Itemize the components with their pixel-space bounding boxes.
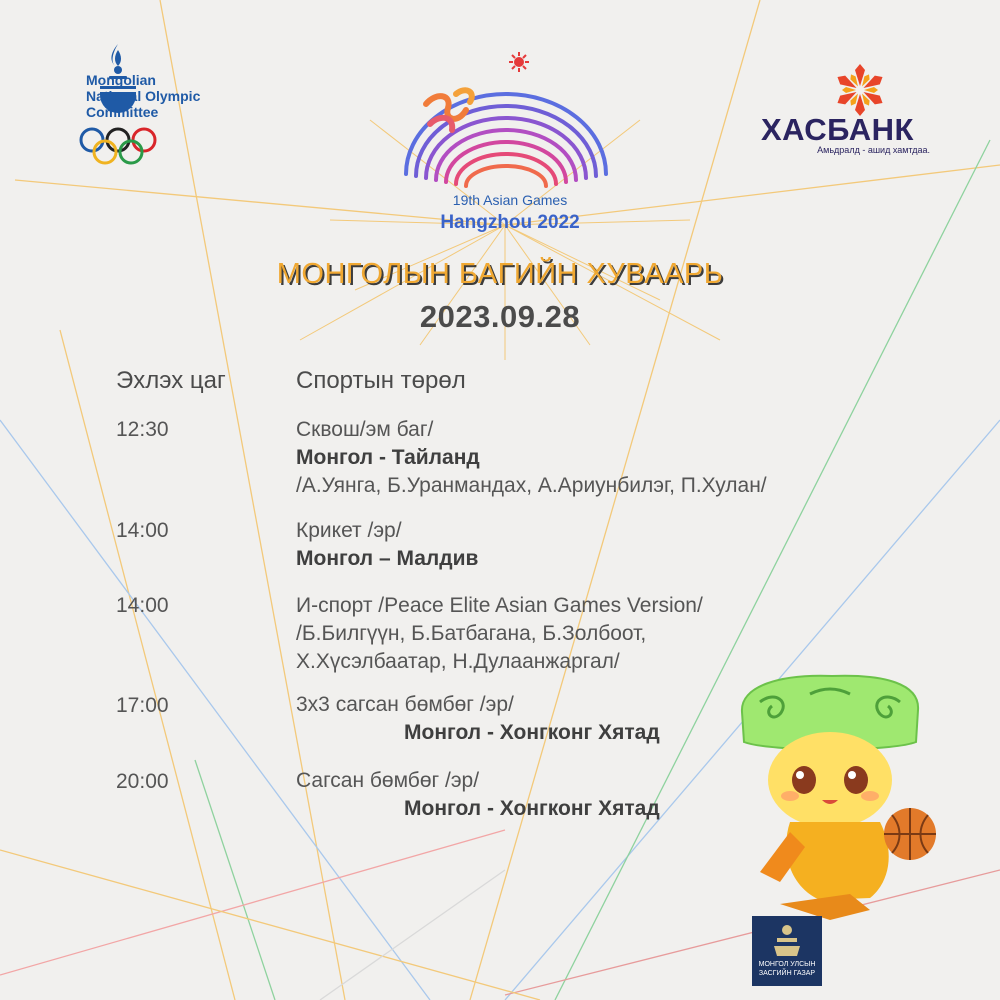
event-time: 20:00 xyxy=(116,770,169,793)
government-label xyxy=(752,960,822,978)
event-time: 17:00 xyxy=(116,694,169,717)
event-details xyxy=(296,517,478,573)
event-players: /А.Уянга, Б.Уранмандах, А.Ариунбилэг, П.Хулан/ xyxy=(296,474,767,497)
event-match: Монгол - Хонгконг Хятад xyxy=(404,721,660,744)
column-header-sport: Спортын төрөл xyxy=(296,367,466,394)
page-title: МОНГОЛЫН БАГИЙН ХУВААРЬ xyxy=(276,258,724,290)
event-players-line-2: Х.Хүсэлбаатар, Н.Дулаанжаргал/ xyxy=(296,650,620,673)
event-time: 14:00 xyxy=(116,594,169,617)
event-sport: Крикет /эр/ xyxy=(296,519,402,542)
column-header-time: Эхлэх цаг xyxy=(116,367,226,394)
event-time: 14:00 xyxy=(116,519,169,542)
event-sport: И-спорт /Peace Elite Asian Games Version/ xyxy=(296,594,703,617)
mnoc-line-1: Mongolian xyxy=(86,72,156,88)
bank-slogan: Амьдралд - ашид хамтдаа. xyxy=(817,145,930,155)
event-sport: Сквош/эм баг/ xyxy=(296,418,434,441)
games-city-year: Hangzhou 2022 xyxy=(440,212,580,233)
mnoc-line-3: Committee xyxy=(86,104,159,120)
event-details xyxy=(296,592,703,676)
event-time: 12:30 xyxy=(116,418,169,441)
event-match: Монгол - Хонгконг Хятад xyxy=(404,797,660,820)
event-sport: Сагсан бөмбөг /эр/ xyxy=(296,769,480,792)
mnoc-line-2: National Olympic xyxy=(86,88,201,104)
event-sport: 3x3 сагсан бөмбөг /эр/ xyxy=(296,693,514,716)
event-details xyxy=(296,691,660,747)
bank-name: ХАСБАНК xyxy=(761,112,914,147)
games-edition: 19th Asian Games xyxy=(452,192,568,208)
mnoc-name xyxy=(86,72,200,120)
government-label-line-2: ЗАСГИЙН ГАЗАР xyxy=(758,970,816,977)
event-match: Монгол - Тайланд xyxy=(296,446,480,469)
event-details xyxy=(296,416,767,500)
khas-flower-icon xyxy=(832,62,888,118)
schedule-date: 2023.09.28 xyxy=(419,299,581,334)
government-label-line-1: МОНГОЛ УЛСЫН xyxy=(758,961,816,968)
event-details xyxy=(296,767,660,823)
basketball-mascot-icon xyxy=(720,672,990,922)
event-players-line-1: /Б.Билгүүн, Б.Батбагана, Б.Золбоот, xyxy=(296,622,647,645)
event-match: Монгол – Малдив xyxy=(296,547,479,570)
